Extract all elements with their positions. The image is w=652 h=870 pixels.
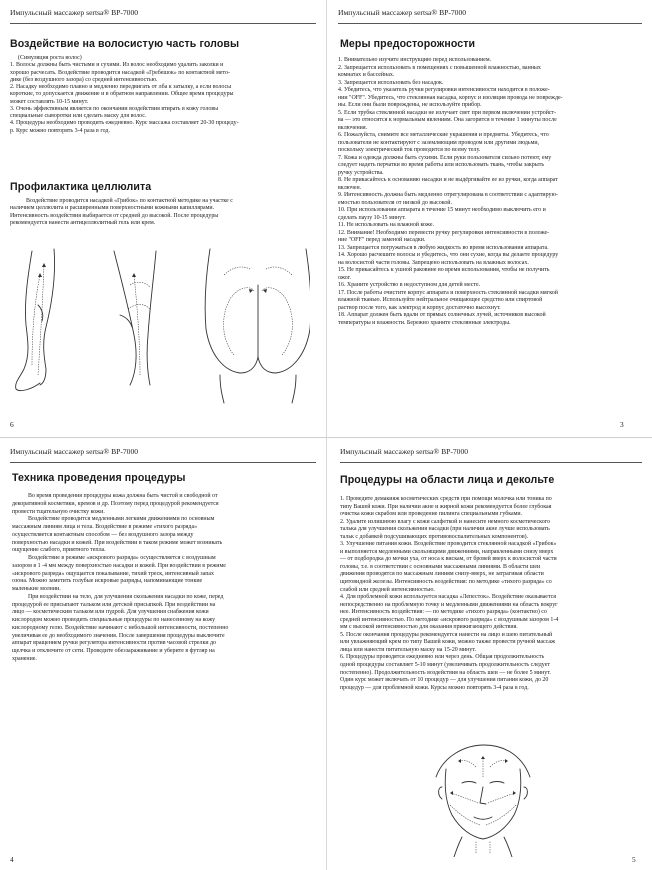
buttocks-figure <box>205 249 310 403</box>
list-item: 4. Для проблемной кожи используется насадка «Лепесток». Воздействие оказывается <box>340 594 556 601</box>
list-item: 9. Интенсивность должна быть медленно отрегулирована в соответствии с адаптирую- <box>338 192 558 198</box>
list-item: талька для улучшения скольжения насадки (при наличии акне лучше использовать <box>340 526 550 533</box>
list-item: 7. Кожа и одежда должны быть сухими. Если руки пользователя сильно потеют, ему <box>338 154 552 161</box>
page-number: 6 <box>10 420 14 429</box>
text-line: массажным линиям лица и тела. Воздействие в режиме «тихого разряда» <box>12 524 198 530</box>
list-item: головы, т.е. в соответствии с основными массажными линиями. В области шеи <box>340 563 541 570</box>
list-item: ва — это относится к нормальным явлениям. Она загорится в течение 1 минуты после <box>338 117 557 123</box>
text-line: кислородному гелю. Воздействие начинают с небольшой интенсивности, постепенно <box>12 624 229 631</box>
list-item: одной процедуры составляет 5-10 минут (увеличивать продолжительность следует <box>340 662 550 669</box>
running-header: Импульсный массажер sertsa® BP-7000 <box>10 8 139 17</box>
list-item: движения проводятся по массажным линиям снизу-вверх, не затрагивая области <box>340 571 544 578</box>
list-item: следует надеть перчатки во время работы или использовать ткань, чтобы закрыть <box>338 162 545 168</box>
technique-text <box>12 493 314 664</box>
list-item: 6. Пожалуйста, снимите все металлические украшения и предметы. Убедитесь, что <box>338 132 549 138</box>
list-item: ожог. <box>338 274 351 281</box>
text-line: аппарат вращением ручки регулятора интенсивности против часовой стрелки до <box>12 640 217 647</box>
list-item: ние "OFF" перед заменой насадки. <box>338 237 426 243</box>
text-line: 1. Волосы должны быть чистыми и сухими. Из волос необходимо удалить заколки и <box>10 62 224 69</box>
leg-figure <box>16 249 55 391</box>
text-line: хранение. <box>12 655 37 662</box>
list-item: 18. Аппарат должен быть вдали от прямых солнечных лучей, источников высокой <box>338 312 546 318</box>
text-line: Воздействие проводится насадкой «Грибок» по контактной методике на участке с <box>26 198 233 204</box>
scalp-subtitle: (Симуляция роста волос) <box>18 55 82 61</box>
page-bottom-left <box>0 437 326 870</box>
section-title-technique: Техника проведения процедуры <box>12 472 186 484</box>
text-line: провести тщательную очистку кожи. <box>12 508 105 515</box>
list-item: 8. Не прикасайтесь к основанию насадки и не выдёргивайте ее из ручки, когда аппарат <box>338 177 558 183</box>
page-number: 4 <box>10 855 14 864</box>
page-top-left <box>0 0 326 437</box>
header-rule <box>10 23 316 24</box>
text-line: зазором в 1 -4 мм между поверхностью насадки и кожей. При воздействии в режиме <box>12 562 226 569</box>
list-item: типу Вашей кожи. При наличии акне и жирной кожи рекомендуется более глубокая <box>340 503 552 510</box>
list-item: щитовидной железы. Интенсивность воздействия: по методике «тихого разряда» со <box>340 579 552 586</box>
list-item: комнатах и бассейнах. <box>338 72 395 78</box>
section-title-precautions: Меры предосторожности <box>340 38 476 50</box>
page-top-right <box>326 0 652 437</box>
list-item: слабой или средней интенсивностью. <box>340 586 435 593</box>
list-item: нее. Интенсивность воздействия: — по методике «тихого разряда» (контактно) со <box>340 609 547 616</box>
list-item: или увлажняющий крем по типу Вашей кожи, можно также провести ручной массаж <box>340 639 556 646</box>
list-item: 3. Запрещается использовать без насадок. <box>338 79 444 86</box>
text-line: наличием целлюлита и расширенными поверхностными кожными капиллярами. <box>10 205 215 212</box>
list-item: 5. Если трубка стеклянной насадки не излучает свет при первом включении устройст- <box>338 109 557 116</box>
list-item: очистка кожи скрабом или проведение пилинга специальными губками. <box>340 511 523 518</box>
list-item: ручку устройства. <box>338 169 384 176</box>
precautions-list <box>338 57 640 327</box>
list-item: температуры и влажности. Бережно храните стеклянные электроды. <box>338 319 511 326</box>
list-item: — от подбородка до мочки уха, от носа к вискам, от бровей вверх к волосистой части <box>340 556 557 563</box>
list-item: 4. Убедитесь, что указатель ручки регулировки интенсивности находится в положе- <box>338 87 550 93</box>
list-item: средней интенсивностью. По методике «искрового разряда» с воздушным зазором 1-4 <box>340 616 559 623</box>
list-item: 11. Не использовать на влажной коже. <box>338 222 434 228</box>
list-item: и выполняется медленными скользящими движениями, направленными снизу вверх <box>340 548 554 555</box>
text-line: короткие, то допускается движение и в обратном направлении. Общее время процедуры <box>10 91 234 98</box>
running-header: Импульсный массажер sertsa® BP-7000 <box>340 447 469 456</box>
text-line: увеличивая ее до необходимого значения. После завершения процедуры выключите <box>12 632 225 639</box>
text-line: ощущение слабого, приятного тепла. <box>12 547 106 554</box>
list-item: сделать паузу 10-15 минут. <box>338 214 406 221</box>
text-line: р. Курс можно повторять 3-4 раза в год. <box>10 127 110 134</box>
text-line: Воздействие в режиме «искрового разряда» осуществляется с воздушным <box>28 555 216 561</box>
running-header: Импульсный массажер sertsa® BP-7000 <box>10 447 139 456</box>
header-rule <box>338 23 642 24</box>
list-item: постепенно). Продолжительность воздействия на область шеи — не более 5 минут. <box>340 669 551 676</box>
text-line: При воздействии на тело, для улучшения скольжения насадки по коже, перед <box>28 593 224 600</box>
running-header: Импульсный массажер sertsa® BP-7000 <box>338 8 467 17</box>
text-line: «искрового разряда» ощущается покалывание, тихий треск, интенсивный запах <box>12 570 214 577</box>
list-item: 6. Процедуры проводятся ежедневно или через день. Общая продолжительность <box>340 654 545 661</box>
arm-figure <box>114 251 156 385</box>
section-title-scalp: Воздействие на волосистую часть головы <box>10 38 240 50</box>
list-item: на волосистой части головы. Запрещено использовать на влажных волосах. <box>338 259 529 266</box>
list-item: 10. При использовании аппарата в течение 15 минут необходимо выключить его и <box>338 207 546 213</box>
list-item: пользователи не контактируют с заземляющим проводом или другими людьми, <box>338 139 539 146</box>
list-item: Один курс может включать от 10 процедур — для улучшения питания кожи, до 20 <box>340 677 549 684</box>
list-item: непосредственно на проблемную точку и медленными движениями на область вокруг <box>340 601 558 608</box>
page-bottom-right <box>326 437 652 870</box>
list-item: мм с высокой интенсивностью для оказания прижигающего действия. <box>340 624 518 631</box>
text-line: 4. Процедуры необходимо проводить ежедневно. Курс массажа составляет 20-30 процеду- <box>10 120 239 127</box>
face-procedures-list <box>340 496 642 692</box>
scalp-text <box>10 55 315 135</box>
text-line: может составлять 10-15 минут. <box>10 98 89 105</box>
list-item: поскольку электрический ток проводится по всему телу. <box>338 147 481 153</box>
text-line: Во время проведения процедуры кожа должна быть чистой и свободной от <box>28 493 218 499</box>
section-title-cellulite: Профилактика целлюлита <box>10 181 152 193</box>
text-line: 2. Насадку необходимо плавно и медленно передвигать от лба к затылку, а если волосы <box>10 84 232 90</box>
list-item: лица или нанести питательную маску на 15-20 минут. <box>340 646 476 653</box>
list-item: тальк с добавкой подсушивающих противовоспалительных компонентов). <box>340 533 529 540</box>
list-item: 1. Внимательно изучите инструкцию перед использованием. <box>338 57 492 63</box>
list-item: емостью пользователя от низкой до высокой. <box>338 199 452 206</box>
text-line: озона. Можно заметить голубые искровые разряды, напоминающие тонкие <box>12 578 203 585</box>
page-number: 5 <box>632 855 636 864</box>
text-line: специальные сыворотки или сделать маску для волос. <box>10 113 147 119</box>
list-item: процедур — для проблемной кожи. Курсы можно повторять 3-4 раза в год. <box>340 684 529 691</box>
text-line: Интенсивность воздействия выбирается от средней до высокой. После процедуры <box>10 212 219 219</box>
cellulite-massage-illustration <box>10 245 310 405</box>
text-line: Воздействие проводится медленными легкими движениями по основным <box>28 516 215 523</box>
list-item: раствор после того, как электрод и корпус достаточно высохнут. <box>338 304 501 311</box>
section-title-face: Процедуры на области лица и декольте <box>340 474 555 486</box>
header-rule <box>340 462 642 463</box>
text-line: рекомендуется нанести антицеллюлитный гель или крем. <box>10 219 156 226</box>
list-item: 3. Улучшение питания кожи. Воздействие проводится стеклянной насадкой «Грибок» <box>340 541 557 548</box>
text-line: кислородом можно проводить специальные процедуры по нанесенному на кожу <box>12 617 216 623</box>
header-rule <box>10 462 316 463</box>
text-line: лицо — косметическим тальком или пудрой. Для улучшения снабжения кожи <box>12 609 209 616</box>
cellulite-text <box>10 198 315 227</box>
list-item: нии "OFF". Убедитесь, что стеклянная насадка, корпус и изоляция провода не поврежде- <box>338 94 563 101</box>
list-item: включен. <box>338 184 362 191</box>
list-item: ны. Если они были повреждены, не используйте прибор. <box>338 102 482 108</box>
text-line: осуществляется контактным способом — без воздушного зазора между <box>12 531 194 538</box>
text-line: хорошо расчесать. Воздействие проводится насадкой «Гребешок» по контактной мето- <box>10 69 230 76</box>
list-item: 2. Удалите излишнюю влагу с кожи салфеткой и нанесите немного косметического <box>340 518 550 525</box>
list-item: 17. После работы очистите корпус аппарата и поверхность стеклянной насадки мягкой <box>338 289 558 296</box>
list-item: включения. <box>338 124 368 131</box>
list-item: 1. Проведите демакияж косметических средств при помощи молочка или тоника по <box>340 496 552 502</box>
page-number: 3 <box>620 420 624 429</box>
text-line: декоративной косметики, кремов и др. Поэтому перед процедурой рекомендуется <box>12 500 219 507</box>
list-item: 13. Запрещается погружаться в любую жидкость во время использования аппарата. <box>338 244 549 251</box>
text-line: щелчка и отключите от сети. Проведите обеззараживание и уберите в футляр на <box>12 648 215 654</box>
list-item: 12. Внимание! Необходимо перевести ручку регулировки интенсивности в положе- <box>338 229 550 236</box>
list-item: 16. Храните устройство в недоступном для детей месте. <box>338 282 481 288</box>
text-line: процедурой ее присыпают тальком или детской присыпкой. При воздействии на <box>12 601 216 608</box>
face-massage-illustration <box>418 737 548 857</box>
text-line: поверхностью насадки и кожей. При воздействии в таком режиме может возникать <box>12 539 223 546</box>
list-item: 14. Хорошо расчешите волосы и убедитесь, что они сухие, когда вы делаете процедуру <box>338 252 559 258</box>
list-item: 2. Запрещается использовать в помещениях с повышенной влажностью, ванных <box>338 64 541 71</box>
text-line: 3. Очень эффективным является по окончании воздействия втирать в кожу головы <box>10 105 219 112</box>
text-line: маленькие молнии. <box>12 586 61 592</box>
list-item: 5. После окончания процедуры рекомендуется нанести на лицо и шею питательный <box>340 631 553 638</box>
text-line: дике (без воздушного зазора) со средней интенсивностью. <box>10 76 158 83</box>
list-item: 15. Не прикасайтесь к ушной раковине во время использования, чтобы не получить <box>338 267 550 273</box>
list-item: влажной тканью. Используйте нейтральное очищающее средство или спиртовой <box>338 297 543 303</box>
